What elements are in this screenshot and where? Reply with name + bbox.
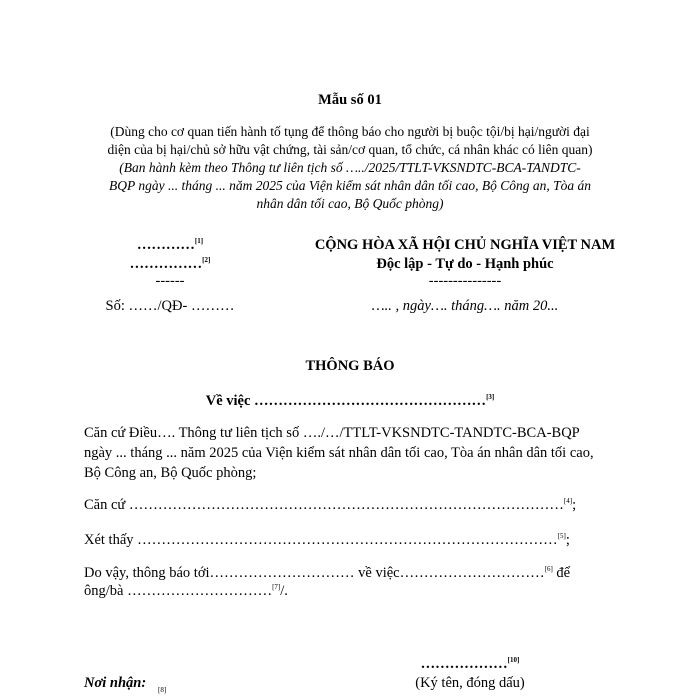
form-number: Mẫu số 01 (318, 92, 382, 108)
footnote-ref-5: [5] (557, 532, 566, 541)
document-subject: Về việc …………………………………………[3] (205, 393, 495, 409)
consider-line: Xét thấy ……………………………………………………………………………[5]; (84, 532, 570, 548)
basis-line: Căn cứ ………………………………………………………………………………[4]; (84, 497, 577, 513)
signer-label: (Ký tên, đóng dấu) (415, 675, 525, 691)
document-title: THÔNG BÁO (305, 358, 395, 374)
legal-basis-line-1: Căn cứ Điều…. Thông tư liên tịch số …./…/TTLT-VKSNDTC-TANDTC-BCA-BQP (84, 425, 580, 441)
issued-by-line-1: (Ban hành kèm theo Thông tư liên tịch số …../2025/TTLT-VKSNDTC-BCA-TANDTC- (119, 160, 581, 175)
footnote-ref-6: [6] (544, 565, 553, 574)
footnote-ref-3: [3] (486, 393, 495, 402)
notify-line-1: Do vậy, thông báo tới………………………… về việc…………………………[6] để (84, 565, 571, 581)
footnote-ref-4: [4] (563, 497, 573, 506)
recipients-note (158, 684, 166, 700)
footnote-ref-8: [8] (158, 686, 167, 695)
footnote-ref-2: [2] (202, 256, 211, 265)
footnote-ref-7: [7] (272, 583, 281, 592)
document-number: Số: ……/QĐ- ……… (105, 298, 235, 314)
form-purpose-line-2: diện của bị hại/chủ sở hữu vật chứng, tài sản/cơ quan, tổ chức, cá nhân khác có liên quan) (107, 142, 593, 157)
issued-by-line-2: BQP ngày ... tháng ... năm 2025 của Viện kiểm sát nhân dân tối cao, Bộ Công an, Tòa án (108, 178, 592, 193)
nation-motto: Độc lập - Tự do - Hạnh phúc (376, 256, 554, 272)
place-date: ….. , ngày…. tháng…. năm 20... (371, 298, 559, 314)
signer-dots: ………………[10] (420, 656, 520, 672)
notify-line-2: ông/bà …………………………[7]/. (84, 583, 288, 599)
issued-by-line-3: nhân dân tối cao, Bộ Quốc phòng) (256, 196, 444, 211)
agency-rule: ------ (155, 273, 185, 289)
footnote-ref-1: [1] (194, 237, 204, 246)
motto-rule: --------------- (428, 273, 502, 289)
legal-basis-line-2: ngày ... tháng ... năm 2025 của Viện kiểm sát nhân dân tối cao, Tòa án nhân dân tối cao, (84, 445, 594, 461)
agency-line-1: …………[1] (136, 237, 204, 253)
nation-title: CỘNG HÒA XÃ HỘI CHỦ NGHĨA VIỆT NAM (314, 237, 616, 253)
recipients-label: Nơi nhận: (84, 675, 147, 691)
agency-line-2: ……………[2] (129, 256, 211, 272)
footnote-ref-10: [10] (507, 656, 520, 665)
legal-basis-line-3: Bộ Công an, Bộ Quốc phòng; (84, 465, 257, 481)
form-purpose-line-1: (Dùng cho cơ quan tiến hành tố tụng để thông báo cho người bị buộc tội/bị hại/người đại (110, 124, 590, 139)
